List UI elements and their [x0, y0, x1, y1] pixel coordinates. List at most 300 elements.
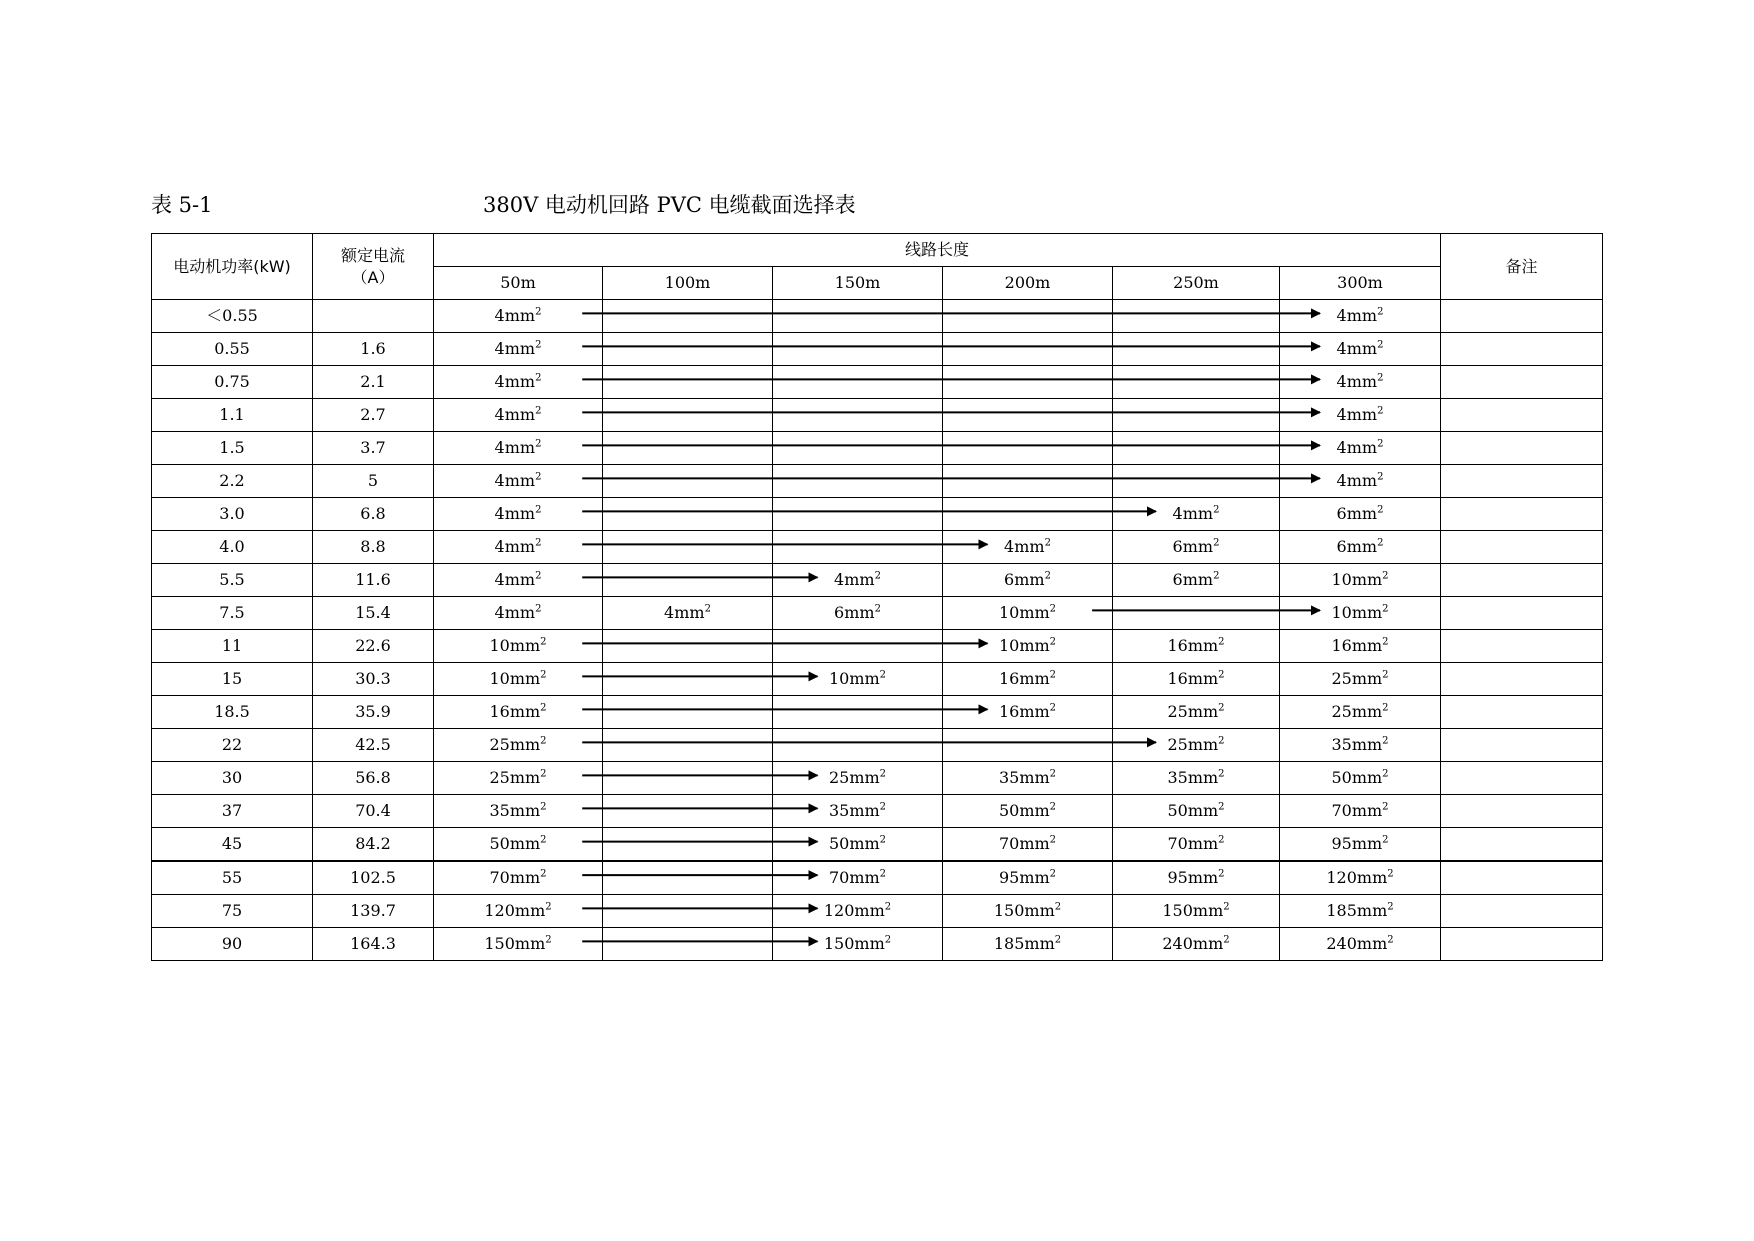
cross-section-value: 25: [1331, 702, 1352, 721]
cross-section-cell: [773, 895, 943, 928]
cross-section-value: 6: [1336, 537, 1347, 556]
cross-section-cell: [434, 432, 603, 465]
motor-power-cell: 18.5: [152, 696, 313, 729]
cross-section-cell: [943, 795, 1113, 828]
cross-section-cell: [1113, 498, 1280, 531]
cross-section-cell: [603, 432, 773, 465]
motor-power-cell: 55: [152, 861, 313, 895]
unit-exponent: 2: [1387, 868, 1394, 880]
unit-mm: mm: [844, 603, 875, 622]
cross-section-cell: [773, 828, 943, 862]
unit-mm: mm: [1351, 702, 1383, 721]
unit-exponent: 2: [545, 934, 552, 946]
cross-section-cell: [434, 597, 603, 630]
unit-exponent: 2: [540, 834, 547, 846]
unit-mm: mm: [1187, 669, 1219, 688]
cross-section-value: 35: [489, 801, 510, 820]
cross-section-cell: [943, 729, 1113, 762]
rated-current-cell: 139.7: [313, 895, 434, 928]
cross-section-cell: [773, 861, 943, 895]
header-remarks: 备注: [1441, 234, 1603, 300]
cross-section-value: 4: [494, 438, 505, 457]
unit-mm: mm: [1019, 801, 1050, 820]
motor-power-cell: 7.5: [152, 597, 313, 630]
unit-mm: mm: [504, 504, 536, 523]
unit-exponent: 2: [1387, 934, 1394, 946]
cross-section-value: 70: [998, 834, 1020, 853]
remarks-cell: [1441, 531, 1603, 564]
cross-section-value: 50: [998, 801, 1020, 820]
unit-mm: mm: [504, 570, 536, 589]
table-row: [152, 928, 1603, 961]
cross-section-value: 25: [489, 735, 510, 754]
cross-section-cell: [1280, 465, 1441, 498]
unit-exponent: 2: [1377, 339, 1384, 351]
table-row: [152, 663, 1603, 696]
unit-exponent: 2: [1218, 768, 1225, 780]
remarks-cell: [1441, 597, 1603, 630]
cross-section-value: 16: [1167, 669, 1188, 688]
remarks-cell: [1441, 928, 1603, 961]
unit-exponent: 2: [879, 868, 887, 880]
unit-exponent: 2: [1382, 702, 1389, 714]
cross-section-cell: [1113, 928, 1280, 961]
rated-current-cell: 5: [313, 465, 434, 498]
cross-section-cell: [773, 795, 943, 828]
cross-section-cell: [434, 300, 603, 333]
motor-power-cell: 4.0: [152, 531, 313, 564]
cross-section-value: 4: [1336, 372, 1347, 391]
unit-exponent: 2: [1218, 669, 1225, 681]
motor-power-cell: 37: [152, 795, 313, 828]
cross-section-cell: [943, 531, 1113, 564]
cross-section-value: 35: [1331, 735, 1352, 754]
cross-section-value: 4: [494, 537, 505, 556]
cross-section-value: 150: [993, 901, 1025, 920]
unit-exponent: 2: [1213, 570, 1220, 582]
cross-section-cell: [1113, 828, 1280, 862]
cross-section-cell: [1280, 729, 1441, 762]
unit-exponent: 2: [1213, 504, 1220, 516]
rated-current-cell: 2.1: [313, 366, 434, 399]
cross-section-cell: [1113, 861, 1280, 895]
cross-section-cell: [773, 696, 943, 729]
cross-section-value: 4: [494, 504, 505, 523]
cross-section-cell: [434, 729, 603, 762]
cross-section-value: 6: [1336, 504, 1347, 523]
cross-section-value: 6: [1172, 537, 1183, 556]
cross-section-value: 25: [1331, 669, 1352, 688]
header-length-150m: 150m: [773, 267, 943, 300]
cross-section-cell: [603, 828, 773, 862]
table-row: [152, 762, 1603, 795]
cross-section-cell: [943, 663, 1113, 696]
table-row: [152, 828, 1603, 862]
cross-section-value: 4: [1336, 471, 1347, 490]
unit-mm: mm: [1346, 405, 1378, 424]
cross-section-value: 25: [1167, 702, 1188, 721]
table-row: [152, 696, 1603, 729]
unit-mm: mm: [674, 603, 705, 622]
table-row: [152, 795, 1603, 828]
table-row: [152, 729, 1603, 762]
unit-mm: mm: [1187, 768, 1219, 787]
cross-section-cell: [943, 399, 1113, 432]
table-row: [152, 399, 1603, 432]
motor-power-cell: 3.0: [152, 498, 313, 531]
cross-section-value: 10: [998, 603, 1020, 622]
unit-mm: mm: [1346, 339, 1378, 358]
unit-mm: mm: [509, 868, 541, 887]
remarks-cell: [1441, 366, 1603, 399]
cross-section-cell: [603, 729, 773, 762]
cross-section-value: 6: [1004, 570, 1015, 589]
unit-exponent: 2: [879, 768, 887, 780]
unit-mm: mm: [1346, 306, 1378, 325]
unit-exponent: 2: [1044, 570, 1051, 582]
remarks-cell: [1441, 663, 1603, 696]
cross-section-cell: [434, 630, 603, 663]
cross-section-cell: [773, 432, 943, 465]
unit-mm: mm: [849, 868, 880, 887]
unit-mm: mm: [1019, 636, 1050, 655]
unit-exponent: 2: [535, 537, 542, 549]
cross-section-cell: [603, 333, 773, 366]
unit-exponent: 2: [535, 471, 542, 483]
unit-mm: mm: [1019, 603, 1050, 622]
unit-mm: mm: [1351, 570, 1383, 589]
unit-exponent: 2: [535, 438, 542, 450]
unit-exponent: 2: [535, 603, 542, 615]
rated-current-cell: 84.2: [313, 828, 434, 862]
unit-exponent: 2: [1382, 735, 1389, 747]
unit-mm: mm: [1351, 603, 1383, 622]
unit-mm: mm: [504, 438, 536, 457]
cross-section-cell: [943, 366, 1113, 399]
cross-section-cell: [773, 630, 943, 663]
cross-section-cell: [603, 663, 773, 696]
unit-exponent: 2: [540, 669, 547, 681]
remarks-cell: [1441, 696, 1603, 729]
cross-section-value: 4: [1336, 438, 1347, 457]
unit-exponent: 2: [1049, 669, 1057, 681]
cross-section-cell: [603, 861, 773, 895]
unit-exponent: 2: [535, 570, 542, 582]
unit-mm: mm: [1346, 504, 1378, 523]
table-row: [152, 531, 1603, 564]
cross-section-cell: [1113, 795, 1280, 828]
rated-current-cell: 30.3: [313, 663, 434, 696]
unit-mm: mm: [1187, 735, 1219, 754]
cross-section-value: 95: [1331, 834, 1352, 853]
table-row: [152, 597, 1603, 630]
cross-section-cell: [1113, 333, 1280, 366]
cross-section-value: 150: [1162, 901, 1193, 920]
cross-section-value: 25: [1167, 735, 1188, 754]
cross-section-cell: [434, 498, 603, 531]
cross-section-cell: [943, 630, 1113, 663]
header-motor-power: 电动机功率(kW): [152, 234, 313, 300]
unit-mm: mm: [1346, 438, 1378, 457]
cross-section-cell: [603, 928, 773, 961]
cross-section-value: 70: [1331, 801, 1352, 820]
unit-exponent: 2: [540, 801, 547, 813]
unit-mm: mm: [1019, 834, 1050, 853]
unit-exponent: 2: [1382, 801, 1389, 813]
unit-mm: mm: [1351, 735, 1383, 754]
cross-section-cell: [773, 928, 943, 961]
cross-section-cell: [1280, 895, 1441, 928]
unit-mm: mm: [1351, 636, 1383, 655]
unit-exponent: 2: [1377, 405, 1384, 417]
rated-current-cell: 8.8: [313, 531, 434, 564]
unit-exponent: 2: [704, 603, 711, 615]
rated-current-cell: 56.8: [313, 762, 434, 795]
unit-mm: mm: [504, 471, 536, 490]
table-row: [152, 300, 1603, 333]
unit-mm: mm: [1356, 934, 1388, 953]
unit-exponent: 2: [535, 339, 542, 351]
unit-mm: mm: [1182, 570, 1214, 589]
rated-current-cell: 22.6: [313, 630, 434, 663]
table-row: [152, 861, 1603, 895]
cross-section-cell: [773, 465, 943, 498]
cross-section-cell: [434, 663, 603, 696]
motor-power-cell: 1.1: [152, 399, 313, 432]
cross-section-value: 4: [494, 603, 505, 622]
remarks-cell: [1441, 300, 1603, 333]
unit-exponent: 2: [535, 372, 542, 384]
unit-mm: mm: [509, 735, 541, 754]
cross-section-value: 16: [998, 669, 1020, 688]
unit-mm: mm: [1019, 702, 1050, 721]
unit-exponent: 2: [545, 901, 552, 913]
cross-section-value: 50: [828, 834, 850, 853]
motor-power-cell: 15: [152, 663, 313, 696]
cross-section-cell: [1113, 300, 1280, 333]
unit-mm: mm: [504, 537, 536, 556]
cross-section-cell: [1113, 432, 1280, 465]
unit-exponent: 2: [1377, 438, 1384, 450]
cross-section-value: 6: [1172, 570, 1183, 589]
unit-mm: mm: [1187, 801, 1219, 820]
cross-section-cell: [603, 630, 773, 663]
cross-section-value: 35: [998, 768, 1020, 787]
cross-section-cell: [434, 465, 603, 498]
unit-exponent: 2: [535, 405, 542, 417]
cross-section-cell: [434, 895, 603, 928]
unit-mm: mm: [1182, 537, 1214, 556]
unit-mm: mm: [509, 636, 541, 655]
cross-section-value: 4: [1172, 504, 1183, 523]
remarks-cell: [1441, 861, 1603, 895]
cross-section-cell: [943, 597, 1113, 630]
cross-section-cell: [1280, 432, 1441, 465]
cross-section-value: 10: [489, 636, 510, 655]
motor-power-cell: 30: [152, 762, 313, 795]
rated-current-cell: 2.7: [313, 399, 434, 432]
motor-power-cell: 5.5: [152, 564, 313, 597]
motor-power-cell: 0.75: [152, 366, 313, 399]
cross-section-cell: [943, 465, 1113, 498]
cross-section-value: 185: [993, 934, 1025, 953]
cross-section-cell: [1280, 630, 1441, 663]
remarks-cell: [1441, 564, 1603, 597]
remarks-cell: [1441, 465, 1603, 498]
cross-section-cell: [1113, 762, 1280, 795]
cross-section-cell: [1113, 729, 1280, 762]
unit-exponent: 2: [1377, 504, 1384, 516]
cross-section-value: 4: [834, 570, 845, 589]
motor-power-cell: 45: [152, 828, 313, 862]
unit-exponent: 2: [1382, 768, 1389, 780]
unit-mm: mm: [504, 405, 536, 424]
motor-power-cell: 2.2: [152, 465, 313, 498]
unit-mm: mm: [504, 306, 536, 325]
unit-exponent: 2: [1223, 901, 1230, 913]
unit-exponent: 2: [540, 735, 547, 747]
unit-mm: mm: [1019, 669, 1050, 688]
cross-section-cell: [1113, 366, 1280, 399]
unit-mm: mm: [1192, 934, 1224, 953]
cross-section-cell: [1280, 795, 1441, 828]
cross-section-value: 70: [489, 868, 510, 887]
cross-section-cell: [603, 696, 773, 729]
unit-exponent: 2: [1049, 603, 1057, 615]
cross-section-value: 16: [1167, 636, 1188, 655]
unit-exponent: 2: [879, 669, 887, 681]
cross-section-cell: [434, 828, 603, 862]
unit-mm: mm: [1187, 834, 1219, 853]
unit-mm: mm: [1351, 801, 1383, 820]
cross-section-cell: [603, 366, 773, 399]
unit-mm: mm: [849, 768, 880, 787]
cross-section-value: 10: [998, 636, 1020, 655]
unit-mm: mm: [1187, 702, 1219, 721]
unit-mm: mm: [509, 801, 541, 820]
cross-section-cell: [603, 895, 773, 928]
remarks-cell: [1441, 333, 1603, 366]
cross-section-value: 4: [494, 306, 505, 325]
unit-mm: mm: [1192, 901, 1224, 920]
cross-section-cell: [943, 762, 1113, 795]
cross-section-value: 4: [664, 603, 675, 622]
cross-section-value: 50: [1331, 768, 1352, 787]
rated-current-cell: [313, 300, 434, 333]
motor-power-cell: 1.5: [152, 432, 313, 465]
unit-exponent: 2: [1054, 901, 1062, 913]
cross-section-value: 70: [1167, 834, 1188, 853]
cross-section-cell: [434, 564, 603, 597]
cross-section-cell: [773, 597, 943, 630]
cross-section-cell: [603, 300, 773, 333]
table-title: 380V 电动机回路 PVC 电缆截面选择表: [483, 193, 856, 217]
cross-section-cell: [603, 762, 773, 795]
remarks-cell: [1441, 895, 1603, 928]
unit-exponent: 2: [1377, 306, 1384, 318]
unit-exponent: 2: [1382, 636, 1389, 648]
unit-mm: mm: [1182, 504, 1214, 523]
cross-section-cell: [1113, 630, 1280, 663]
cross-section-cell: [773, 300, 943, 333]
cross-section-cell: [1280, 861, 1441, 895]
cross-section-value: 50: [489, 834, 510, 853]
unit-exponent: 2: [1049, 868, 1057, 880]
cross-section-cell: [1280, 564, 1441, 597]
cross-section-cell: [1280, 597, 1441, 630]
unit-mm: mm: [849, 834, 880, 853]
remarks-cell: [1441, 399, 1603, 432]
cross-section-cell: [1280, 828, 1441, 862]
unit-mm: mm: [1351, 834, 1383, 853]
table-row: [152, 895, 1603, 928]
remarks-cell: [1441, 729, 1603, 762]
table-row: [152, 333, 1603, 366]
cross-section-cell: [1113, 399, 1280, 432]
header-length-250m: 250m: [1113, 267, 1280, 300]
unit-mm: mm: [1346, 537, 1378, 556]
cross-section-cell: [943, 861, 1113, 895]
cross-section-value: 10: [489, 669, 510, 688]
cross-section-value: 35: [828, 801, 850, 820]
cross-section-cell: [773, 399, 943, 432]
cross-section-cell: [773, 531, 943, 564]
remarks-cell: [1441, 828, 1603, 862]
unit-exponent: 2: [1387, 901, 1394, 913]
unit-mm: mm: [514, 934, 546, 953]
cross-section-value: 4: [1336, 339, 1347, 358]
cross-section-value: 6: [834, 603, 845, 622]
rated-current-cell: 35.9: [313, 696, 434, 729]
cross-section-cell: [434, 795, 603, 828]
cross-section-value: 185: [1326, 901, 1357, 920]
cross-section-cell: [943, 895, 1113, 928]
unit-exponent: 2: [1382, 603, 1389, 615]
unit-exponent: 2: [1218, 868, 1225, 880]
cross-section-value: 35: [1167, 768, 1188, 787]
remarks-cell: [1441, 762, 1603, 795]
cross-section-value: 10: [1331, 570, 1352, 589]
cross-section-cell: [1280, 663, 1441, 696]
cross-section-cell: [773, 333, 943, 366]
unit-exponent: 2: [879, 801, 887, 813]
unit-mm: mm: [1351, 669, 1383, 688]
cross-section-cell: [943, 432, 1113, 465]
cross-section-cell: [1113, 696, 1280, 729]
cross-section-cell: [1280, 928, 1441, 961]
unit-exponent: 2: [874, 570, 881, 582]
unit-exponent: 2: [1377, 471, 1384, 483]
motor-power-cell: 0.55: [152, 333, 313, 366]
table-label: 表 5-1: [151, 193, 213, 217]
rated-current-cell: 11.6: [313, 564, 434, 597]
unit-mm: mm: [1356, 868, 1388, 887]
cross-section-value: 95: [1167, 868, 1188, 887]
unit-mm: mm: [1014, 570, 1045, 589]
cross-section-cell: [1280, 696, 1441, 729]
unit-mm: mm: [1019, 768, 1050, 787]
cross-section-value: 120: [823, 901, 855, 920]
cross-section-value: 4: [494, 570, 505, 589]
cross-section-cell: [1280, 333, 1441, 366]
unit-exponent: 2: [874, 603, 881, 615]
unit-mm: mm: [1014, 537, 1045, 556]
cross-section-value: 70: [828, 868, 850, 887]
remarks-cell: [1441, 630, 1603, 663]
cross-section-cell: [1280, 531, 1441, 564]
cross-section-cell: [1113, 663, 1280, 696]
cross-section-value: 4: [494, 471, 505, 490]
